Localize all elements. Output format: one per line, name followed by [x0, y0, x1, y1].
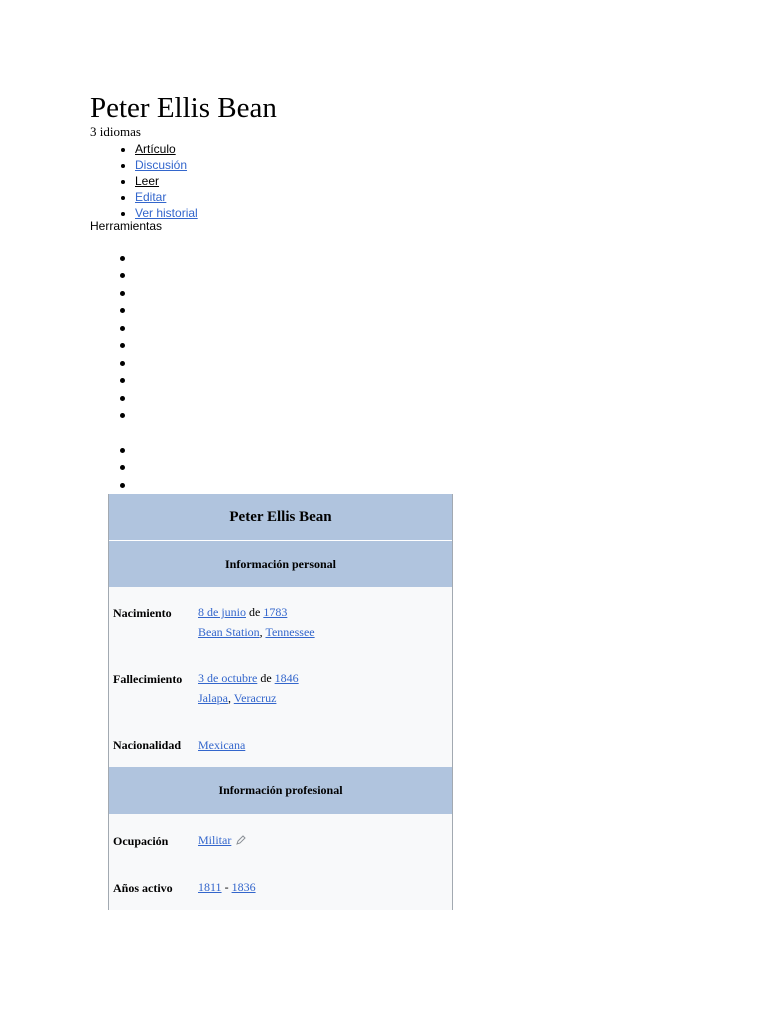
death-date-sep: de	[257, 671, 275, 685]
page-tabs	[90, 141, 198, 221]
death-label: Fallecimiento	[113, 672, 183, 686]
death-year-link[interactable]: 1846	[274, 671, 299, 685]
tools-list-item	[120, 291, 126, 297]
tools-list-item	[120, 483, 126, 489]
tab-history-link[interactable]: Ver historial	[135, 206, 198, 220]
tools-list-item	[120, 361, 126, 367]
death-date-link[interactable]: 3 de octubre	[198, 671, 258, 685]
occupation-link[interactable]: Militar	[198, 833, 232, 847]
infobox-title: Peter Ellis Bean	[109, 494, 452, 541]
death-place-sep: ,	[227, 691, 234, 705]
tools-list-item	[120, 343, 126, 349]
tab-read-label[interactable]: Leer	[135, 174, 160, 188]
active-end-link[interactable]: 1836	[231, 880, 256, 894]
nationality-label: Nacionalidad	[113, 738, 182, 752]
tools-list-item	[120, 308, 126, 314]
language-selector[interactable]: 3 idiomas	[90, 124, 141, 139]
tools-list-item	[120, 273, 126, 279]
tab-discussion[interactable]	[135, 157, 198, 173]
tab-article-label[interactable]: Artículo	[135, 142, 176, 156]
tab-edit[interactable]	[135, 189, 198, 205]
nationality-value	[198, 735, 245, 755]
tab-discussion-link[interactable]: Discusión	[135, 158, 188, 172]
active-years-dash: -	[221, 880, 232, 894]
birth-date-sep: de	[246, 605, 264, 619]
active-start-link[interactable]: 1811	[198, 880, 222, 894]
infobox-section-professional: Información profesional	[109, 767, 452, 814]
tools-list-item	[120, 396, 126, 402]
tab-read[interactable]	[135, 173, 198, 189]
edit-pencil-icon[interactable]	[236, 835, 246, 845]
birth-date-link[interactable]: 8 de junio	[198, 605, 246, 619]
birth-label: Nacimiento	[113, 606, 172, 620]
tools-list-item	[120, 448, 126, 454]
infobox-section-personal: Información personal	[109, 541, 452, 587]
page-title: Peter Ellis Bean	[90, 92, 277, 124]
birth-city-link[interactable]: Bean Station	[198, 625, 260, 639]
tab-article[interactable]	[135, 141, 198, 157]
active-years-label: Años activo	[113, 881, 173, 895]
occupation-value	[198, 830, 246, 850]
tools-menu[interactable]: Herramientas	[90, 219, 163, 233]
tools-list-item	[120, 378, 126, 384]
birth-year-link[interactable]: 1783	[263, 605, 288, 619]
tools-list-item	[120, 465, 126, 471]
birth-state-link[interactable]: Tennessee	[265, 625, 315, 639]
occupation-label: Ocupación	[113, 834, 169, 848]
tab-edit-link[interactable]: Editar	[135, 190, 167, 204]
active-years-value	[198, 877, 256, 897]
birth-place-sep: ,	[259, 625, 266, 639]
death-city-link[interactable]: Jalapa	[198, 691, 228, 705]
infobox	[108, 494, 453, 910]
tools-list-item	[120, 256, 126, 262]
death-value	[198, 668, 299, 708]
death-state-link[interactable]: Veracruz	[233, 691, 277, 705]
birth-value	[198, 602, 315, 642]
tools-list-item	[120, 413, 126, 419]
nationality-link[interactable]: Mexicana	[198, 738, 246, 752]
tools-list-item	[120, 326, 126, 332]
